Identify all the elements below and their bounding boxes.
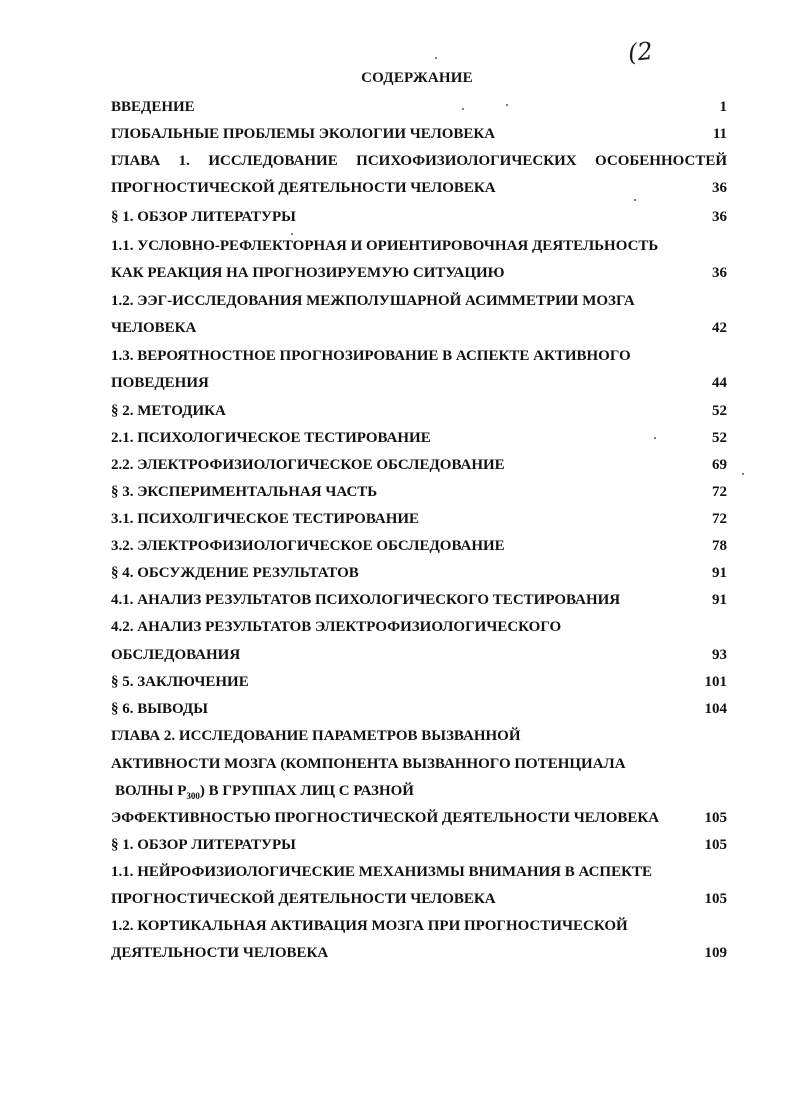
toc-entry-page: 105 xyxy=(704,810,727,826)
toc-entry xyxy=(111,672,727,692)
toc-entry-text: 1.2. КОРТИКАЛЬНАЯ АКТИВАЦИЯ МОЗГА ПРИ ПРОГНОСТИЧЕСКОЙ xyxy=(111,918,628,934)
toc-entry-text: ГЛОБАЛЬНЫЕ ПРОБЛЕМЫ ЭКОЛОГИИ ЧЕЛОВЕКА xyxy=(111,126,496,142)
toc-entry-text: ДЕЯТЕЛЬНОСТИ ЧЕЛОВЕКА xyxy=(111,945,329,961)
toc-entry-text: ЧЕЛОВЕКА xyxy=(111,320,197,336)
toc-entry xyxy=(111,590,727,610)
toc-entry xyxy=(111,645,727,665)
scan-speck xyxy=(291,233,293,235)
toc-entry xyxy=(111,373,727,393)
toc-entry-page: 93 xyxy=(712,647,727,663)
toc-entry xyxy=(111,835,727,855)
toc-entry-text: 3.1. ПСИХОЛГИЧЕСКОЕ ТЕСТИРОВАНИЕ xyxy=(111,511,420,527)
toc-entry xyxy=(111,943,727,963)
toc-entry-text xyxy=(115,781,414,806)
toc-entry-page: 69 xyxy=(712,457,727,473)
scan-speck xyxy=(654,437,656,439)
toc-entry-text-post: ) В ГРУППАХ ЛИЦ С РАЗНОЙ xyxy=(199,783,414,799)
toc-entry-text: ПРОГНОСТИЧЕСКОЙ ДЕЯТЕЛЬНОСТИ ЧЕЛОВЕКА xyxy=(111,180,496,196)
scan-speck xyxy=(506,104,508,106)
toc-entry-text: 2.1. ПСИХОЛОГИЧЕСКОЕ ТЕСТИРОВАНИЕ xyxy=(111,430,431,446)
toc-entry xyxy=(111,754,727,774)
toc-entry-page: 44 xyxy=(712,375,727,391)
scan-speck xyxy=(462,108,464,110)
toc-entry xyxy=(111,889,727,909)
toc-entry xyxy=(111,318,727,338)
toc-entry-text: ПРОГНОСТИЧЕСКОЙ ДЕЯТЕЛЬНОСТИ ЧЕЛОВЕКА xyxy=(111,891,496,907)
toc-entry-page: 42 xyxy=(712,320,727,336)
toc-entry-page: 52 xyxy=(712,430,727,446)
toc-entry xyxy=(111,401,727,421)
toc-entry xyxy=(111,263,727,283)
toc-entry xyxy=(111,428,727,448)
toc-entry xyxy=(111,563,727,583)
toc-entry xyxy=(111,536,727,556)
handwritten-mark: (2 xyxy=(626,36,655,68)
toc-entry xyxy=(111,455,727,475)
toc-entry-text: § 2. МЕТОДИКА xyxy=(111,403,226,419)
toc-entry xyxy=(111,699,727,719)
toc-entry-text: § 6. ВЫВОДЫ xyxy=(111,701,208,717)
toc-entry xyxy=(111,726,727,746)
toc-entry-text: 1.2. ЭЭГ-ИССЛЕДОВАНИЯ МЕЖПОЛУШАРНОЙ АСИММЕТРИИ МОЗГА xyxy=(111,293,635,309)
toc-entry-text: КАК РЕАКЦИЯ НА ПРОГНОЗИРУЕМУЮ СИТУАЦИЮ xyxy=(111,265,505,281)
toc-entry-page: 36 xyxy=(712,265,727,281)
toc-entry-text: 4.1. АНАЛИЗ РЕЗУЛЬТАТОВ ПСИХОЛОГИЧЕСКОГО ТЕСТИРОВАНИЯ xyxy=(111,592,621,608)
toc-entry-page: 78 xyxy=(712,538,727,554)
toc-entry-text-pre: ВОЛНЫ P xyxy=(115,783,187,799)
toc-entry-text: ПОВЕДЕНИЯ xyxy=(111,375,209,391)
toc-entry-text: § 3. ЭКСПЕРИМЕНТАЛЬНАЯ ЧАСТЬ xyxy=(111,484,378,500)
toc-entry-page: 36 xyxy=(712,209,727,225)
scan-speck xyxy=(435,57,437,59)
toc-entry xyxy=(111,916,727,936)
toc-entry xyxy=(111,236,727,256)
toc-entry-text: ОБСЛЕДОВАНИЯ xyxy=(111,647,241,663)
page-title: СОДЕРЖАНИЕ xyxy=(361,70,473,86)
toc-entry xyxy=(111,151,727,171)
toc-entry xyxy=(111,482,727,502)
toc-entry xyxy=(115,781,727,801)
toc-entry-page: 91 xyxy=(712,592,727,608)
scan-speck xyxy=(634,199,636,201)
toc-entry-text: 1.1. УСЛОВНО-РЕФЛЕКТОРНАЯ И ОРИЕНТИРОВОЧНАЯ ДЕЯТЕЛЬНОСТЬ xyxy=(111,238,659,254)
toc-entry-text: ГЛАВА 2. ИССЛЕДОВАНИЕ ПАРАМЕТРОВ ВЫЗВАННОЙ xyxy=(111,728,521,744)
toc-entry-page: 52 xyxy=(712,403,727,419)
toc-entry xyxy=(111,291,727,311)
toc-entry-text: § 5. ЗАКЛЮЧЕНИЕ xyxy=(111,674,249,690)
toc-entry xyxy=(111,207,727,227)
toc-entry-text: 4.2. АНАЛИЗ РЕЗУЛЬТАТОВ ЭЛЕКТРОФИЗИОЛОГИЧЕСКОГО xyxy=(111,619,562,635)
toc-entry-page: 105 xyxy=(704,891,727,907)
toc-entry-page: 109 xyxy=(704,945,727,961)
toc-entry-text: ГЛАВА 1. ИССЛЕДОВАНИЕ ПСИХОФИЗИОЛОГИЧЕСКИХ ОСОБЕННОСТЕЙ xyxy=(111,153,727,169)
toc-entry-page: 105 xyxy=(704,837,727,853)
toc-entry xyxy=(111,124,727,144)
toc-entry-page: 1 xyxy=(719,99,727,115)
toc-entry-text: АКТИВНОСТИ МОЗГА (КОМПОНЕНТА ВЫЗВАННОГО ПОТЕНЦИАЛА xyxy=(111,756,626,772)
toc-entry-text: § 4. ОБСУЖДЕНИЕ РЕЗУЛЬТАТОВ xyxy=(111,565,359,581)
toc-entry xyxy=(111,97,727,117)
toc-entry-text: § 1. ОБЗОР ЛИТЕРАТУРЫ xyxy=(111,837,296,853)
scan-speck xyxy=(742,473,744,475)
toc-entry-text: 1.3. ВЕРОЯТНОСТНОЕ ПРОГНОЗИРОВАНИЕ В АСПЕКТЕ АКТИВНОГО xyxy=(111,348,631,364)
toc-entry-text: ВВЕДЕНИЕ xyxy=(111,99,195,115)
toc-entry xyxy=(111,808,727,828)
toc-entry xyxy=(111,617,727,637)
toc-entry xyxy=(111,862,727,882)
toc-entry-page: 72 xyxy=(712,484,727,500)
toc-entry xyxy=(111,346,727,366)
toc-entry-page: 104 xyxy=(704,701,727,717)
toc-entry-text: 3.2. ЭЛЕКТРОФИЗИОЛОГИЧЕСКОЕ ОБСЛЕДОВАНИЕ xyxy=(111,538,505,554)
toc-entry-page: 36 xyxy=(712,180,727,196)
toc-entry-page: 101 xyxy=(704,674,727,690)
toc-entry-page: 91 xyxy=(712,565,727,581)
toc-entry-page: 11 xyxy=(712,126,727,142)
toc-entry xyxy=(111,178,727,198)
toc-entry-text: 1.1. НЕЙРОФИЗИОЛОГИЧЕСКИЕ МЕХАНИЗМЫ ВНИМАНИЯ В АСПЕКТЕ xyxy=(111,864,652,880)
toc-entry-text-subscript: 300 xyxy=(186,791,200,801)
toc-entry xyxy=(111,509,727,529)
toc-entry-text: § 1. ОБЗОР ЛИТЕРАТУРЫ xyxy=(111,209,296,225)
toc-entry-text: ЭФФЕКТИВНОСТЬЮ ПРОГНОСТИЧЕСКОЙ ДЕЯТЕЛЬНОСТИ ЧЕЛОВЕКА xyxy=(111,810,660,826)
toc-entry-page: 72 xyxy=(712,511,727,527)
toc-entry-text: 2.2. ЭЛЕКТРОФИЗИОЛОГИЧЕСКОЕ ОБСЛЕДОВАНИЕ xyxy=(111,457,505,473)
